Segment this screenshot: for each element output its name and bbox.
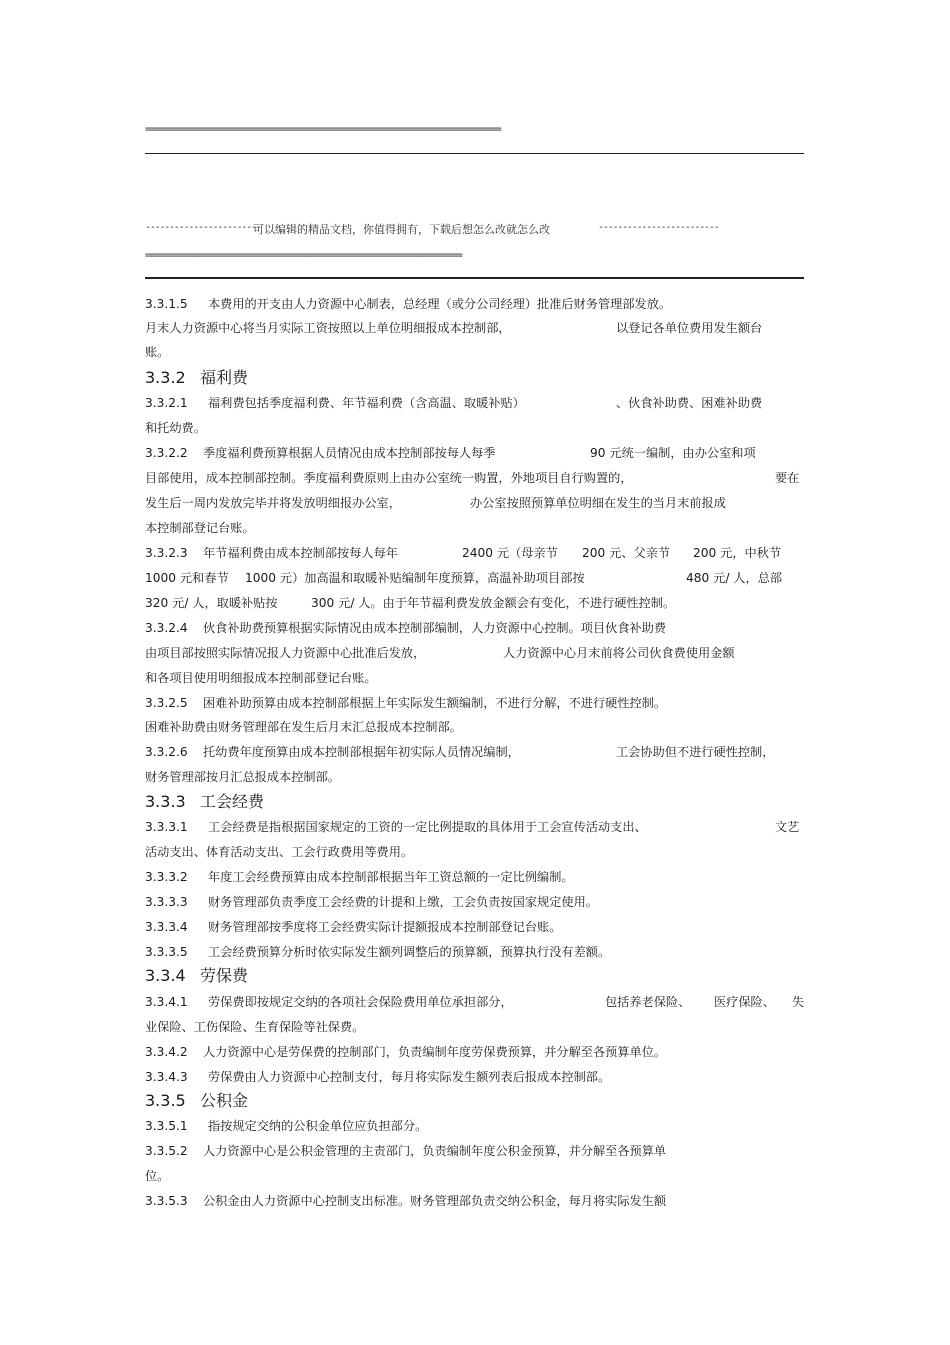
header-equals-rule-top: =========================================================================: [145, 124, 501, 135]
clause-number: 3.3.2.3: [145, 546, 188, 560]
paragraph-text: 财务管理部负责季度工会经费的计提和上缴，工会负责按国家规定使用。: [208, 895, 598, 909]
paragraph-text: 1000 元）加高温和取暖补贴编制年度预算，高温补助项目部按: [245, 571, 585, 585]
paragraph-text: 1000 元和春节: [145, 571, 229, 585]
paragraph-text: 和托幼费。: [145, 421, 206, 435]
section-heading-title: 劳保费: [200, 966, 249, 985]
paragraph-text: 由项目部按照实际情况报人力资源中心批准后发放，: [145, 646, 426, 660]
banner-text: 可以编辑的精品文档，你值得拥有，下载后想怎么改就怎么改: [253, 223, 550, 236]
section-heading-number: 3.3.3: [145, 792, 186, 811]
paragraph-text: 财务管理部按季度将工会经费实际计提额报成本控制部登记台账。: [208, 920, 562, 934]
paragraph-text: 月末人力资源中心将当月实际工资按照以上单位明细报成本控制部，: [145, 321, 511, 335]
paragraph-text: 伙食补助费预算根据实际情况由成本控制部编制，人力资源中心控制。项目伙食补助费: [203, 621, 667, 635]
paragraph-text: 本费用的开支由人力资源中心制表，总经理（或分公司经理）批准后财务管理部发放。: [208, 297, 672, 311]
paragraph-text: 福利费包括季度福利费、年节福利费（含高温、取暖补贴）: [208, 396, 525, 410]
paragraph-text: 托幼费年度预算由成本控制部根据年初实际人员情况编制，: [203, 745, 520, 759]
paragraph-text: 90 元统一编制，由办公室和项: [590, 446, 756, 460]
paragraph-text: 年节福利费由成本控制部按每人每年: [203, 546, 398, 560]
paragraph-text: 业保险、工伤保险、生育保险等社保费。: [145, 1020, 365, 1034]
clause-number: 3.3.4.3: [145, 1070, 188, 1084]
paragraph-text: 劳保费由人力资源中心控制支付，每月将实际发生额列表后报成本控制部。: [208, 1070, 611, 1084]
paragraph-text: 320 元/ 人，取暖补贴按: [145, 596, 278, 610]
clause-number: 3.3.5.2: [145, 1144, 188, 1158]
paragraph-text: 位。: [145, 1169, 170, 1183]
paragraph-text: 失: [792, 995, 805, 1009]
clause-number: 3.3.2.4: [145, 621, 188, 635]
section-heading-number: 3.3.5: [145, 1091, 186, 1110]
paragraph-text: 和各项目使用明细报成本控制部登记台账。: [145, 671, 377, 685]
paragraph-text: 包括养老保险、: [605, 995, 691, 1009]
clause-number: 3.3.3.1: [145, 820, 188, 834]
paragraph-text: 财务管理部按月汇总报成本控制部。: [145, 770, 340, 784]
paragraph-text: 工会协助但不进行硬性控制，: [616, 745, 775, 759]
clause-number: 3.3.5.1: [145, 1119, 188, 1133]
header-line-bottom: [145, 277, 804, 279]
paragraph-text: 医疗保险、: [714, 995, 775, 1009]
paragraph-text: 劳保费即按规定交纳的各项社会保险费用单位承担部分，: [208, 995, 513, 1009]
paragraph-text: 、伙食补助费、困难补助费: [616, 396, 763, 410]
paragraph-text: 公积金由人力资源中心控制支出标准。财务管理部负责交纳公积金，每月将实际发生额: [203, 1194, 667, 1208]
header-line-top: [145, 153, 804, 154]
paragraph-text: 目部使用，成本控制部控制。季度福利费原则上由办公室统一购置，外地项目自行购置的，: [145, 471, 633, 485]
paragraph-text: 200 元，中秋节: [693, 546, 782, 560]
clause-number: 3.3.2.5: [145, 696, 188, 710]
section-heading-title: 公积金: [200, 1091, 249, 1110]
paragraph-text: 480 元/ 人，总部: [686, 571, 783, 585]
paragraph-text: 本控制部登记台账。: [145, 521, 255, 535]
paragraph-text: 以登记各单位费用发生额台: [616, 321, 763, 335]
section-heading-title: 福利费: [200, 368, 249, 387]
paragraph-text: 困难补助费由财务管理部在发生后月末汇总报成本控制部。: [145, 720, 462, 734]
clause-number: 3.3.3.4: [145, 920, 188, 934]
paragraph-text: 困难补助预算由成本控制部根据上年实际发生额编制，不进行分解，不进行硬性控制。: [203, 696, 667, 710]
paragraph-text: 工会经费预算分析时依实际发生额列调整后的预算额，预算执行没有差额。: [208, 945, 611, 959]
paragraph-text: 300 元/ 人。由于年节福利费发放金额会有变化，不进行硬性控制。: [311, 596, 676, 610]
section-heading-number: 3.3.4: [145, 966, 186, 985]
clause-number: 3.3.4.1: [145, 995, 188, 1009]
clause-number: 3.3.3.2: [145, 870, 188, 884]
paragraph-text: 发生后一周内发放完毕并将发放明细报办公室，: [145, 496, 401, 510]
clause-number: 3.3.3.5: [145, 945, 188, 959]
paragraph-text: 工会经费是指根据国家规定的工资的一定比例提取的具体用于工会宣传活动支出、: [208, 820, 647, 834]
banner-dashes-right: -------------------------: [598, 222, 719, 233]
paragraph-text: 人力资源中心是公积金管理的主责部门，负责编制年度公积金预算，并分解至各预算单: [203, 1144, 667, 1158]
paragraph-text: 2400 元（母亲节: [462, 546, 558, 560]
clause-number: 3.3.1.5: [145, 297, 188, 311]
paragraph-text: 年度工会经费预算由成本控制部根据当年工资总额的一定比例编制。: [208, 870, 574, 884]
clause-number: 3.3.3.3: [145, 895, 188, 909]
clause-number: 3.3.2.2: [145, 446, 188, 460]
paragraph-text: 账。: [145, 345, 170, 359]
clause-number: 3.3.2.1: [145, 396, 188, 410]
paragraph-text: 指按规定交纳的公积金单位应负担部分。: [208, 1119, 428, 1133]
clause-number: 3.3.5.3: [145, 1194, 188, 1208]
paragraph-text: 文艺: [775, 820, 800, 834]
paragraph-text: 人力资源中心是劳保费的控制部门，负责编制年度劳保费预算，并分解至各预算单位。: [203, 1045, 667, 1059]
paragraph-text: 要在: [775, 471, 800, 485]
paragraph-text: 人力资源中心月末前将公司伙食费使用金额: [503, 646, 735, 660]
paragraph-text: 季度福利费预算根据人员情况由成本控制部按每人每季: [203, 446, 496, 460]
banner-dashes-left: ------------------------: [145, 222, 261, 233]
paragraph-text: 活动支出、体育活动支出、工会行政费用等费用。: [145, 845, 414, 859]
clause-number: 3.3.4.2: [145, 1045, 188, 1059]
paragraph-text: 办公室按照预算单位明细在发生的当月末前报成: [470, 496, 726, 510]
paragraph-text: 200 元、父亲节: [582, 546, 671, 560]
section-heading-title: 工会经费: [200, 792, 265, 811]
header-equals-rule-bottom: =================================================================: [145, 250, 462, 261]
section-heading-number: 3.3.2: [145, 368, 186, 387]
clause-number: 3.3.2.6: [145, 745, 188, 759]
